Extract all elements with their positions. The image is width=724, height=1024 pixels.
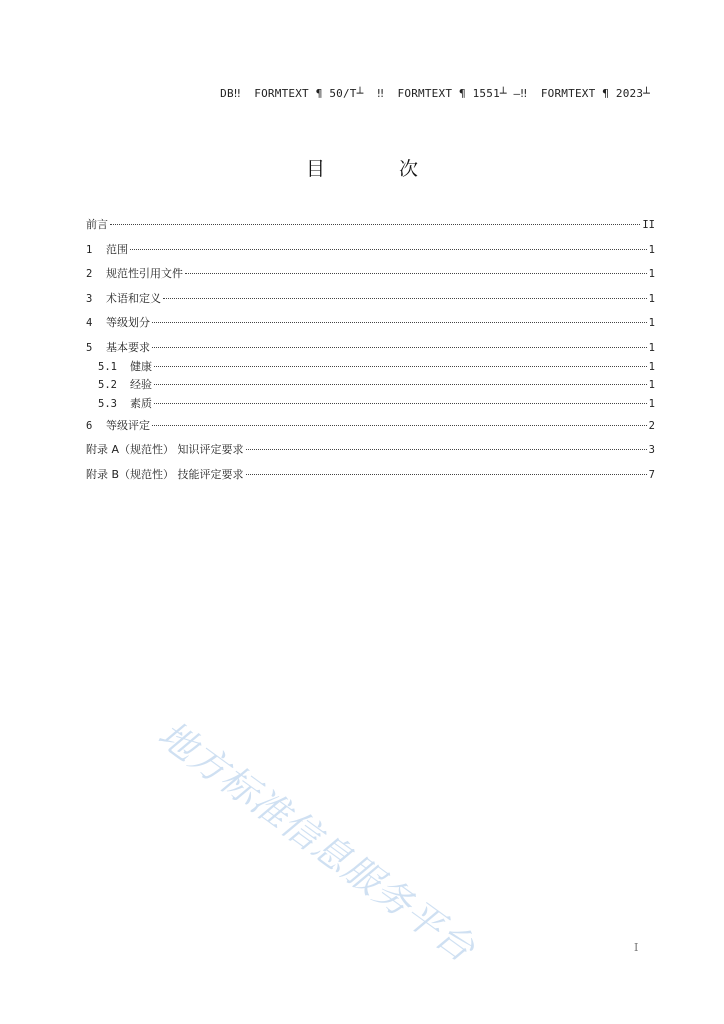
toc-page-number: 1 <box>648 292 655 305</box>
toc-page-number: 1 <box>648 341 655 354</box>
toc-section-number: 5 <box>86 341 93 354</box>
toc-entry-health[interactable] <box>86 361 655 380</box>
toc-label: 等级评定 <box>106 418 150 432</box>
document-header: DB‼ FORMTEXT ¶ 50/T┴ ‼ FORMTEXT ¶ 1551┴ —‼ FORMTEXT ¶ 2023┴ <box>220 87 650 100</box>
toc-entry-grade-assessment[interactable] <box>86 420 655 445</box>
toc-section-number: 5.3 <box>98 397 117 410</box>
toc-label: 附录 A（规范性） 知识评定要求 <box>86 443 244 456</box>
toc-page-number: II <box>642 219 655 231</box>
toc-section-number: 3 <box>86 292 93 305</box>
toc-leader-dots <box>185 273 647 274</box>
toc-leader-dots <box>246 449 647 450</box>
toc-leader-dots <box>152 322 647 323</box>
page-number: I <box>634 941 639 954</box>
toc-entry-foreword[interactable] <box>86 219 655 244</box>
toc-leader-dots <box>110 224 640 225</box>
toc-label: 附录 B（规范性） 技能评定要求 <box>86 467 244 481</box>
toc-page-number: 2 <box>648 419 655 432</box>
toc-entry-terms-definitions[interactable] <box>86 293 655 318</box>
toc-entry-appendix-a[interactable] <box>86 444 655 469</box>
toc-label: 前言 <box>86 218 108 231</box>
toc-label: 等级划分 <box>106 316 150 329</box>
toc-page-number: 1 <box>648 379 655 391</box>
toc-page-number: 1 <box>648 317 655 329</box>
toc-entry-experience[interactable] <box>86 379 655 398</box>
toc-label: 范围 <box>106 242 128 256</box>
toc-page-number: 1 <box>648 360 655 373</box>
toc-page-number: 7 <box>648 468 655 481</box>
toc-page-number: 1 <box>648 243 655 256</box>
toc-leader-dots <box>130 249 647 250</box>
toc-leader-dots <box>154 403 647 404</box>
watermark: 地方标准信息服务平台 <box>150 712 484 971</box>
toc-label: 健康 <box>130 359 152 373</box>
toc-page-number: 1 <box>648 268 655 280</box>
toc-entry-scope[interactable] <box>86 244 655 269</box>
toc-section-number: 5.1 <box>98 360 117 373</box>
toc-section-number: 1 <box>86 243 93 256</box>
toc-label: 规范性引用文件 <box>106 267 183 280</box>
toc-label: 基本要求 <box>106 340 150 354</box>
toc-section-number: 4 <box>86 317 93 329</box>
toc-entry-appendix-b[interactable] <box>86 469 655 494</box>
toc-leader-dots <box>154 366 647 367</box>
toc-leader-dots <box>163 298 647 299</box>
toc-section-number: 2 <box>86 268 93 280</box>
toc-entry-grade-division[interactable] <box>86 317 655 342</box>
toc-entry-basic-requirements[interactable] <box>86 342 655 361</box>
toc-leader-dots <box>152 347 647 348</box>
toc-label: 经验 <box>130 378 152 391</box>
toc-leader-dots <box>246 474 647 475</box>
page-title: 目 次 <box>305 158 453 180</box>
toc-leader-dots <box>152 425 647 426</box>
table-of-contents <box>86 219 655 493</box>
toc-label: 素质 <box>130 396 152 410</box>
toc-page-number: 3 <box>648 444 655 456</box>
toc-entry-quality[interactable] <box>86 398 655 420</box>
toc-label: 术语和定义 <box>106 291 161 305</box>
toc-leader-dots <box>154 384 647 385</box>
toc-entry-normative-references[interactable] <box>86 268 655 293</box>
toc-section-number: 5.2 <box>98 379 117 391</box>
toc-section-number: 6 <box>86 419 93 432</box>
toc-page-number: 1 <box>648 397 655 410</box>
